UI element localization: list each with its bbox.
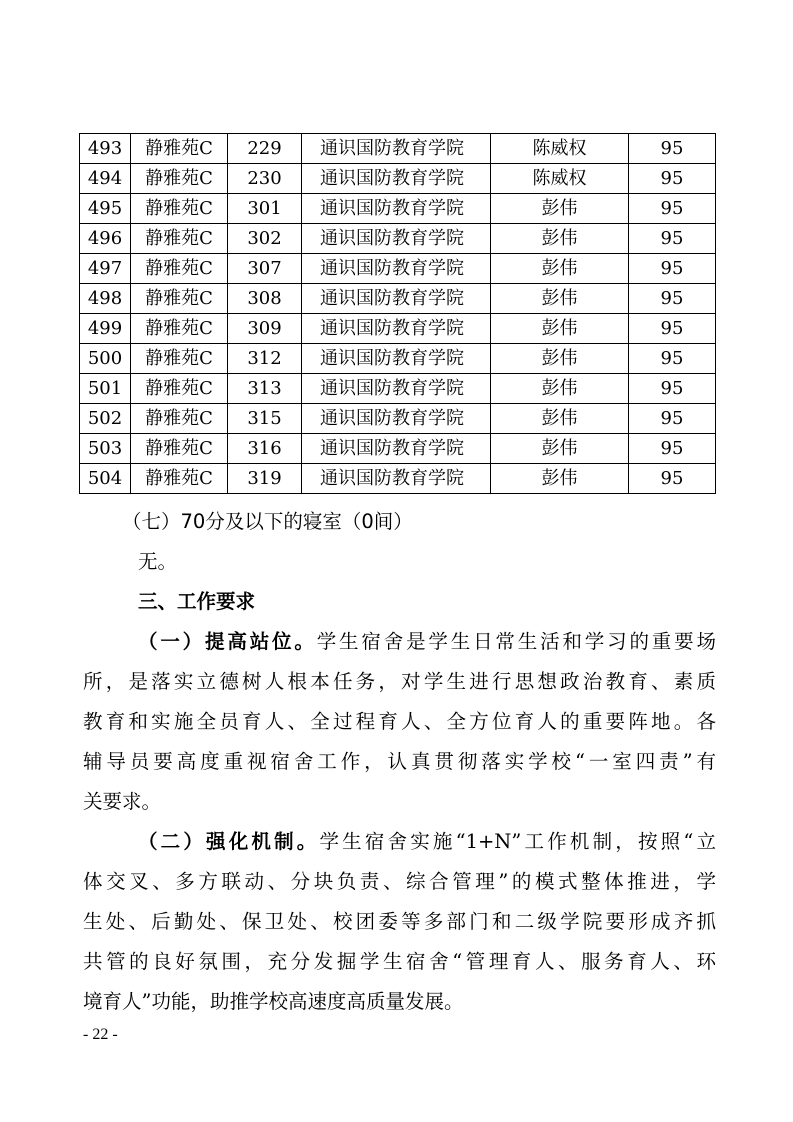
table-row — [80, 374, 716, 404]
score-cell: 95 — [629, 224, 716, 254]
paragraph-2-lead: （二）强化机制。 — [138, 830, 320, 853]
counselor-cell: 陈威权 — [491, 134, 629, 164]
building-cell: 静雅苑C — [131, 254, 228, 284]
row-number-cell: 501 — [80, 374, 131, 404]
section-7-heading: （七）70分及以下的寝室（0间） — [122, 510, 413, 533]
building-cell: 静雅苑C — [131, 314, 228, 344]
counselor-cell: 彭伟 — [491, 344, 629, 374]
department-cell: 通识国防教育学院 — [302, 284, 491, 314]
department-cell: 通识国防教育学院 — [302, 164, 491, 194]
counselor-cell: 彭伟 — [491, 314, 629, 344]
table-row — [80, 284, 716, 314]
department-cell: 通识国防教育学院 — [302, 344, 491, 374]
paragraph-1-line-3: 教育和实施全员育人、全过程育人、全方位育人的重要阵地。各 — [83, 710, 716, 733]
building-cell: 静雅苑C — [131, 194, 228, 224]
dormitory-score-table — [79, 133, 716, 494]
department-cell: 通识国防教育学院 — [302, 254, 491, 284]
paragraph-1-line-5: 关要求。 — [83, 790, 162, 813]
department-cell: 通识国防教育学院 — [302, 224, 491, 254]
department-cell: 通识国防教育学院 — [302, 434, 491, 464]
room-cell: 309 — [228, 314, 302, 344]
paragraph-2-line-4: 共管的良好氛围，充分发掘学生宿舍“管理育人、服务育人、环 — [83, 950, 716, 973]
paragraph-2-line-3: 生处、后勤处、保卫处、校团委等多部门和二级学院要形成齐抓 — [83, 910, 716, 933]
score-cell: 95 — [629, 134, 716, 164]
counselor-cell: 陈威权 — [491, 164, 629, 194]
score-cell: 95 — [629, 164, 716, 194]
building-cell: 静雅苑C — [131, 224, 228, 254]
building-cell: 静雅苑C — [131, 344, 228, 374]
row-number-cell: 497 — [80, 254, 131, 284]
counselor-cell: 彭伟 — [491, 284, 629, 314]
section-7-body: 无。 — [138, 550, 178, 573]
row-number-cell: 500 — [80, 344, 131, 374]
paragraph-1-lead: （一）提高站位。 — [138, 630, 317, 653]
room-cell: 316 — [228, 434, 302, 464]
table-row — [80, 224, 716, 254]
score-cell: 95 — [629, 194, 716, 224]
room-cell: 313 — [228, 374, 302, 404]
table-row — [80, 194, 716, 224]
table-row — [80, 164, 716, 194]
score-cell: 95 — [629, 404, 716, 434]
counselor-cell: 彭伟 — [491, 374, 629, 404]
counselor-cell: 彭伟 — [491, 254, 629, 284]
table-row — [80, 404, 716, 434]
table-row — [80, 464, 716, 494]
score-cell: 95 — [629, 254, 716, 284]
paragraph-2-text: 学生宿舍实施“1+N”工作机制，按照“立 — [319, 830, 716, 853]
department-cell: 通识国防教育学院 — [302, 314, 491, 344]
paragraph-1-line-2: 所，是落实立德树人根本任务，对学生进行思想政治教育、素质 — [83, 670, 716, 693]
score-cell: 95 — [629, 284, 716, 314]
department-cell: 通识国防教育学院 — [302, 464, 491, 494]
building-cell: 静雅苑C — [131, 374, 228, 404]
table-row — [80, 314, 716, 344]
row-number-cell: 496 — [80, 224, 131, 254]
counselor-cell: 彭伟 — [491, 194, 629, 224]
counselor-cell: 彭伟 — [491, 404, 629, 434]
building-cell: 静雅苑C — [131, 404, 228, 434]
room-cell: 302 — [228, 224, 302, 254]
page-number: - 22 - — [83, 1026, 118, 1043]
score-cell: 95 — [629, 464, 716, 494]
paragraph-2-line-1 — [138, 827, 716, 857]
room-cell: 230 — [228, 164, 302, 194]
building-cell: 静雅苑C — [131, 284, 228, 314]
paragraph-2-line-5: 境育人”功能，助推学校高速度高质量发展。 — [83, 990, 464, 1013]
department-cell: 通识国防教育学院 — [302, 134, 491, 164]
paragraph-1-text: 学生宿舍是学生日常生活和学习的重要场 — [316, 630, 716, 653]
table-row — [80, 344, 716, 374]
department-cell: 通识国防教育学院 — [302, 374, 491, 404]
building-cell: 静雅苑C — [131, 464, 228, 494]
section-3-heading: 三、工作要求 — [138, 590, 256, 613]
score-cell: 95 — [629, 314, 716, 344]
score-cell: 95 — [629, 434, 716, 464]
row-number-cell: 494 — [80, 164, 131, 194]
score-cell: 95 — [629, 374, 716, 404]
building-cell: 静雅苑C — [131, 134, 228, 164]
row-number-cell: 503 — [80, 434, 131, 464]
counselor-cell: 彭伟 — [491, 224, 629, 254]
table-row — [80, 254, 716, 284]
table-row — [80, 134, 716, 164]
room-cell: 308 — [228, 284, 302, 314]
room-cell: 312 — [228, 344, 302, 374]
paragraph-1-line-1 — [138, 627, 716, 657]
room-cell: 319 — [228, 464, 302, 494]
paragraph-1-line-4: 辅导员要高度重视宿舍工作，认真贯彻落实学校“一室四责”有 — [83, 750, 716, 773]
paragraph-2-line-2: 体交叉、多方联动、分块负责、综合管理”的模式整体推进，学 — [83, 870, 716, 893]
row-number-cell: 499 — [80, 314, 131, 344]
department-cell: 通识国防教育学院 — [302, 194, 491, 224]
counselor-cell: 彭伟 — [491, 434, 629, 464]
row-number-cell: 498 — [80, 284, 131, 314]
room-cell: 301 — [228, 194, 302, 224]
score-cell: 95 — [629, 344, 716, 374]
department-cell: 通识国防教育学院 — [302, 404, 491, 434]
building-cell: 静雅苑C — [131, 434, 228, 464]
table-row — [80, 434, 716, 464]
counselor-cell: 彭伟 — [491, 464, 629, 494]
room-cell: 307 — [228, 254, 302, 284]
row-number-cell: 493 — [80, 134, 131, 164]
row-number-cell: 504 — [80, 464, 131, 494]
room-cell: 315 — [228, 404, 302, 434]
building-cell: 静雅苑C — [131, 164, 228, 194]
row-number-cell: 502 — [80, 404, 131, 434]
room-cell: 229 — [228, 134, 302, 164]
row-number-cell: 495 — [80, 194, 131, 224]
